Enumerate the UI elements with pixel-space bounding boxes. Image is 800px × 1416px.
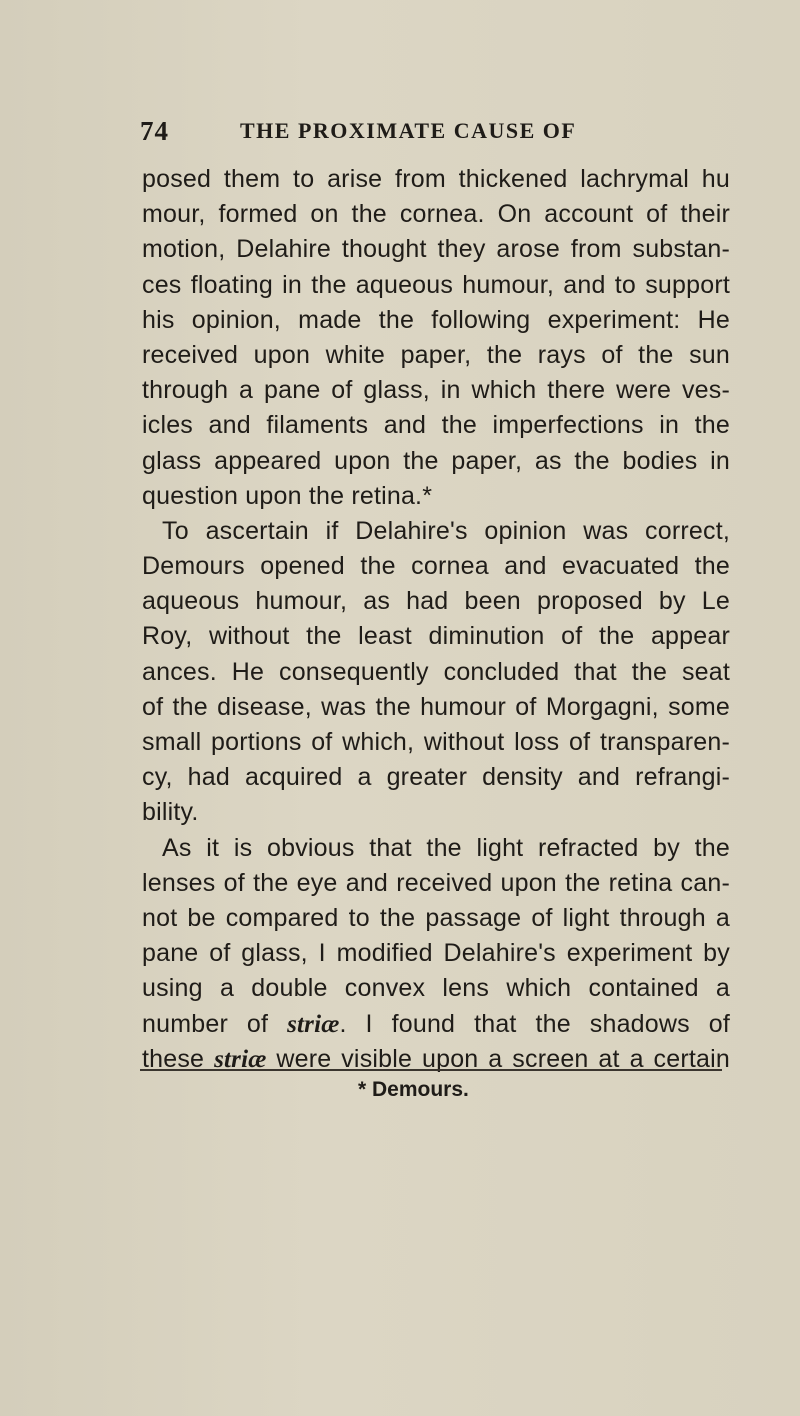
text-line: mour, formed on the cornea. On account of their — [142, 200, 730, 229]
text-line: motion, Delahire thought they arose from substan- — [142, 235, 730, 264]
text-line: question upon the retina.* — [142, 481, 433, 510]
page-number: 74 — [140, 116, 169, 146]
text-line: To ascertain if Delahire's opinion was correct, — [162, 516, 730, 545]
text-line: ances. He consequently concluded that the seat — [142, 657, 730, 686]
text-line: glass appeared upon the paper, as the bodies in — [142, 446, 730, 475]
text-line: bility. — [142, 798, 199, 827]
text-line: through a pane of glass, in which there were ves- — [142, 376, 730, 405]
body-text — [142, 162, 730, 1077]
text-line: cy, had acquired a greater density and refrangi- — [142, 763, 730, 792]
text-run: were visible upon a screen at a certain — [266, 1044, 730, 1073]
footnote-rule — [140, 1069, 722, 1071]
text-line: received upon white paper, the rays of the sun — [142, 340, 730, 369]
text-line: ces floating in the aqueous humour, and to support — [142, 270, 730, 299]
text-line: lenses of the eye and received upon the retina can- — [142, 868, 730, 897]
text-line: small portions of which, without loss of transparen- — [142, 728, 730, 756]
italic-term: striæ — [287, 1010, 340, 1038]
text-run: these — [142, 1044, 215, 1073]
text-line — [142, 1007, 730, 1042]
running-head — [140, 116, 740, 156]
text-line: not be compared to the passage of light through a — [142, 903, 730, 932]
text-run: . I found that the shadows of — [339, 1009, 730, 1038]
text-line: Roy, without the least diminution of the appear — [142, 622, 730, 651]
italic-term: striæ — [214, 1045, 267, 1073]
text-line — [142, 1042, 730, 1077]
text-run: number of — [142, 1009, 288, 1038]
text-line: As it is obvious that the light refracted by the — [162, 833, 730, 862]
running-title: THE PROXIMATE CAUSE OF — [240, 118, 577, 143]
text-line: posed them to arise from thickened lachrymal hu — [142, 165, 730, 193]
text-line: aqueous humour, as had been proposed by Le — [142, 587, 730, 616]
text-line: of the disease, was the humour of Morgagni, some — [142, 692, 730, 721]
footnote: * Demours. — [358, 1078, 469, 1101]
text-line: pane of glass, I modified Delahire's experiment by — [142, 939, 730, 968]
text-line: icles and filaments and the imperfections in the — [142, 411, 730, 440]
text-line: using a double convex lens which contained a — [142, 974, 730, 1003]
text-line: his opinion, made the following experiment: He — [142, 305, 730, 334]
text-line: Demours opened the cornea and evacuated the — [142, 552, 730, 581]
